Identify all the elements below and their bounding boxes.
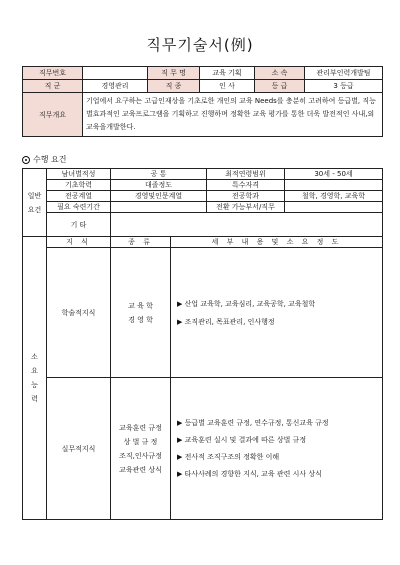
job-name-value: 교육 기획 [200, 67, 255, 80]
requirements-table [22, 168, 383, 520]
general-row-2 [23, 180, 383, 191]
ability-group-label: 소 요 능 력 [23, 237, 47, 520]
academic-types [111, 248, 171, 378]
knowledge-header: 지 식 [47, 237, 111, 248]
transfer-label: 전환 가능부서/직무 [207, 202, 285, 213]
job-group-label: 직 군 [23, 80, 83, 93]
etc-label: 기 타 [47, 213, 111, 237]
grade-label: 등 급 [255, 80, 305, 93]
job-row-1 [23, 67, 383, 80]
age-value: 30세 - 50세 [285, 169, 383, 180]
job-info-table [22, 66, 383, 137]
general-row-1 [23, 169, 383, 180]
job-number-value [83, 67, 148, 80]
job-type-value: 인 사 [200, 80, 255, 93]
department-value: 관리부인력개발팀 [305, 67, 383, 80]
major-label: 전공학과 [207, 191, 285, 202]
job-summary-text: 기업에서 요구하는 고급인재상을 기초로한 개인의 교육 Needs를 충분히 고려하여 등급별, 직능별효과적인 교육프로그램을 기획하고 진행하며 정확한 교육 평가를 통한 더욱 발전적인 사내,외 교육을개발한다. [83, 93, 383, 137]
academic-details [171, 248, 383, 378]
practical-knowledge-label: 실무적지식 [47, 378, 111, 520]
major-field-value: 경영및인문계열 [111, 191, 207, 202]
detail-item: ▶ 산업 교육학, 교육심리, 교육공학, 교육철학 [177, 299, 316, 308]
general-row-4 [23, 202, 383, 213]
section-title: 수행 요건 [33, 155, 67, 164]
type-item: 경 영 학 [128, 315, 153, 324]
major-field-label: 전공계열 [47, 191, 111, 202]
gender-label: 남녀별적성 [47, 169, 111, 180]
detail-item: ▶ 등급별 교육훈련 규정, 연수규정, 통신교육 규정 [177, 418, 329, 427]
general-row-3 [23, 191, 383, 202]
job-number-label: 직무번호 [23, 67, 83, 80]
type-item: 조직,인사규정 [119, 451, 162, 460]
job-type-label: 직 종 [148, 80, 200, 93]
job-name-label: 직 무 명 [148, 67, 200, 80]
practical-details [171, 378, 383, 520]
major-value: 철학, 경영학, 교육학 [285, 191, 383, 202]
department-label: 소 속 [255, 67, 305, 80]
job-group-value: 경영관리 [83, 80, 148, 93]
type-header: 종 류 [111, 237, 171, 248]
circle-bullet-icon [22, 156, 30, 164]
type-item: 교 육 학 [128, 301, 153, 310]
type-item: 상 벌 규 정 [123, 437, 158, 446]
ability-header-row [23, 237, 383, 248]
general-row-etc [23, 213, 383, 237]
job-summary-row [23, 93, 383, 137]
detail-item: ▶ 교육훈련 실시 및 결과에 따른 상벌 규정 [177, 435, 307, 444]
training-period-value [111, 202, 207, 213]
training-period-label: 필요 숙련기간 [47, 202, 111, 213]
license-value [285, 180, 383, 191]
grade-value: 3 등급 [305, 80, 383, 93]
practical-types [111, 378, 171, 520]
detail-header: 세 부 내 용 및 소 요 정 도 [171, 237, 383, 248]
job-summary-label: 직무개요 [23, 93, 83, 137]
academic-knowledge-row [23, 248, 383, 378]
education-value: 대졸정도 [111, 180, 207, 191]
job-row-2 [23, 80, 383, 93]
education-label: 기초학력 [47, 180, 111, 191]
age-label: 최적연령범위 [207, 169, 285, 180]
type-item: 교육관련 상식 [119, 465, 162, 474]
section-heading [22, 154, 66, 165]
detail-item: ▶ 조직관리, 목표관리, 인사행정 [177, 317, 275, 326]
academic-knowledge-label: 학술적지식 [47, 248, 111, 378]
detail-item: ▶ 전사적 조직구조의 정확한 이해 [177, 452, 280, 461]
detail-item: ▶ 타사사례의 경향한 지식, 교육 관련 시사 상식 [177, 469, 322, 478]
type-item: 교육훈련 규정 [119, 423, 162, 432]
general-group-label: 일반 요건 [23, 169, 47, 237]
license-label: 특수자격 [207, 180, 285, 191]
practical-knowledge-row [23, 378, 383, 520]
transfer-value [285, 202, 383, 213]
gender-value: 공 통 [111, 169, 207, 180]
page-title: 직무기술서(例) [146, 36, 254, 54]
etc-value [111, 213, 383, 237]
